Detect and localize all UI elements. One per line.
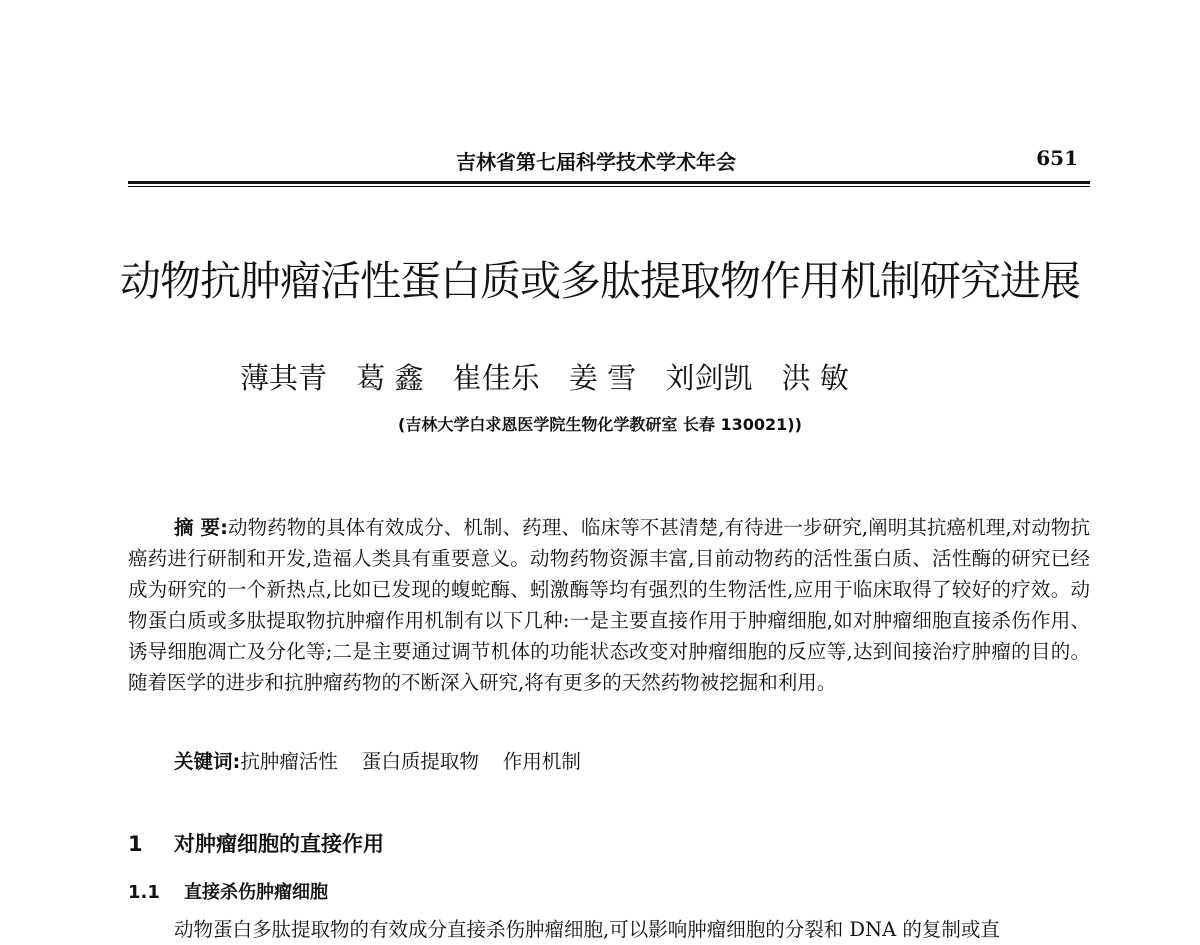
- author-name: 崔佳乐: [452, 361, 540, 395]
- journal-name: 吉林省第七届科学技术学术年会: [456, 150, 736, 174]
- keywords-label: 关键词:: [174, 750, 241, 773]
- keyword: 作用机制: [502, 750, 581, 773]
- abstract-text: 动物药物的具体有效成分、机制、药理、临床等不甚清楚,有待进一步研究,阐明其抗癌机理,对动物抗癌药进行研制和开发,造福人类具有重要意义。动物药物资源丰富,目前动物药的活性蛋白质、活性酶的研究已经成为研究的一个新热点,比如已发现的蝮蛇酶、蚓激酶等均有强烈的生物活性,应用于临床取得了较好的疗效。动物蛋白质或多肽提取物抗肿瘤作用机制有以下几种:一是主要直接作用于肿瘤细胞,如对肿瘤细胞直接杀伤作用、诱导细胞凋亡及分化等;二是主要通过调节机体的功能状态改变对肿瘤细胞的反应等,达到间接治疗肿瘤的目的。随着医学的进步和抗肿瘤药物的不断深入研究,将有更多的天然药物被挖掘和利用。: [128, 516, 1090, 694]
- author-name: 薄其青: [240, 361, 328, 395]
- section-heading: [128, 828, 384, 858]
- keyword: 蛋白质提取物: [361, 750, 479, 773]
- section-number: 1: [128, 832, 143, 856]
- paper-title: 动物抗肿瘤活性蛋白质或多肽提取物作用机制研究进展: [120, 257, 1080, 305]
- subsection-number: 1.1: [128, 882, 160, 903]
- abstract: [128, 512, 1090, 698]
- author-name: 葛 鑫: [356, 361, 424, 395]
- keyword: 抗肿瘤活性: [240, 750, 338, 773]
- header-rule-thick: [128, 181, 1090, 184]
- running-header: [128, 146, 1088, 180]
- subsection-heading: [128, 878, 328, 904]
- header-rule-thin: [128, 186, 1090, 187]
- author-list: [240, 356, 1000, 397]
- author-name: 姜 雪: [568, 361, 637, 395]
- page-number: 651: [1036, 146, 1078, 170]
- keywords: [174, 746, 605, 777]
- author-name: 洪 敏: [781, 361, 849, 395]
- body-paragraph: 动物蛋白多肽提取物的有效成分直接杀伤肿瘤细胞,可以影响肿瘤细胞的分裂和 DNA 的复制或直: [174, 918, 1000, 941]
- author-name: 刘剑凯: [665, 361, 753, 395]
- affiliation: (吉林大学白求恩医学院生物化学教研室 长春 130021)): [398, 415, 802, 434]
- subsection-title: 直接杀伤肿瘤细胞: [184, 882, 328, 903]
- abstract-label: 摘 要:: [174, 516, 228, 539]
- section-title: 对肿瘤细胞的直接作用: [174, 832, 384, 856]
